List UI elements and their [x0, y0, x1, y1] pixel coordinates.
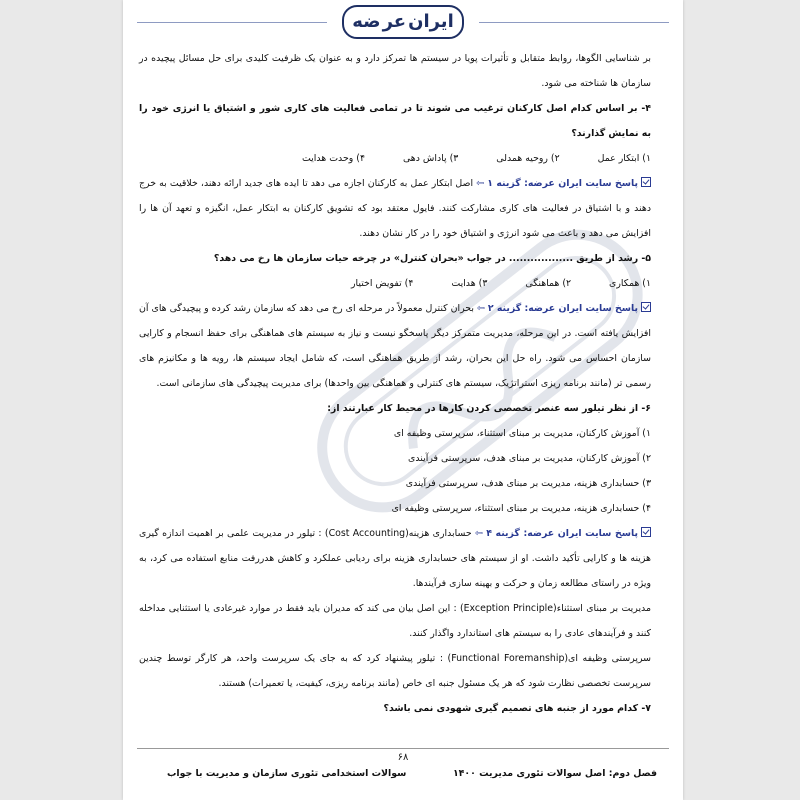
answer-text: اصل ابتکار عمل به کارکنان اجازه می دهد تا ایده های جدید ارائه دهند، خلاقیت به خرج دهند و با اشتیاق در فعالیت های کاری مشارکت کنند. فایول معتقد بود که تشویق کارکنان به ابتکار عمل، انگیزه و تعهد آن ها را افزایش می دهد و باعث می شود انرژی و اشتیاق خود را در کار نشان دهند. [139, 178, 651, 239]
question-5: ۵- رشد از طریق .................. در جواب «بحران کنترل» در چرخه حیات سازمان ها رخ می دهد؟ [213, 253, 651, 264]
question-5-option-3: ۳) هدایت [451, 278, 488, 289]
footer-chapter: فصل دوم: اصل سوالات تئوری مدیریت ۱۴۰۰ [452, 768, 657, 779]
arrow-left-icon: ⇦ [476, 178, 485, 189]
question-4: ۴- بر اساس کدام اصل کارکنان ترغیب می شوند تا در تمامی فعالیت های کاری شور و اشتیاق یا انرژی خود را به نمایش گذارند؟ [139, 103, 651, 139]
arrow-left-icon: ⇦ [475, 528, 483, 539]
question-6: ۶- از نظر تیلور سه عنصر تخصصی کردن کارها در محیط کار عبارتند از: [327, 403, 651, 414]
question-6-option-2: ۲) آموزش کارکنان، مدیریت بر مبنای هدف، سرپرستی فرآیندی [408, 453, 651, 464]
question-4-option-3: ۳) پاداش دهی [402, 153, 459, 164]
answer-text: بحران کنترل معمولاً در مرحله ای رخ می دهد که سازمان رشد کرده و پیچیدگی های آن افزایش یافته است. در این مرحله، مدیریت متمرکز دیگر پاسخگو نیست و نیاز به سیستم های هماهنگی برای حفظ انسجام و کارایی سازمان احساس می شود. راه حل این بحران، رشد از طریق هماهنگی است، که شامل ایجاد سیستم ها، رویه ها و مکانیزم های رسمی تر (مانند برنامه ریزی استراتژیک، سیستم های کنترلی و هماهنگی بین واحدها) برای مدیریت پیچیدگی های سازمانی است. [139, 303, 651, 389]
question-6-option-1: ۱) آموزش کارکنان، مدیریت بر مبنای استثناء، سرپرستی وظیفه ای [393, 428, 651, 439]
answer-label: پاسخ سایت ایران عرضه: گزینه ۱ [487, 178, 638, 189]
logo-text-arz: عر [382, 11, 407, 32]
question-6-answer [139, 521, 651, 596]
site-logo [342, 5, 464, 39]
page-number: ۶۸ [397, 752, 409, 763]
footer-book-title: سوالات استخدامی تئوری سازمان و مدیریت با جواب [167, 768, 407, 779]
footer-rule [137, 748, 669, 749]
question-6-option-4: ۴) حسابداری هزینه، مدیریت بر مبنای استثناء، سرپرستی وظیفه ای [391, 503, 651, 514]
question-4-answer [139, 171, 651, 246]
question-5-option-4: ۴) تفویض اختیار [350, 278, 414, 289]
question-5-options [139, 271, 651, 296]
intro-paragraph: بر شناسایی الگوها، روابط متقابل و تأثیرات پویا در سیستم ها تمرکز دارد و به عنوان یک ظرفیت کلیدی برای حل مسائل پیچیده در سازمان ها شناخته می شود. [139, 53, 651, 89]
header [123, 4, 683, 40]
question-6-explanation-exception: مدیریت بر مبنای استثناء(Exception Principle) : این اصل بیان می کند که مدیران باید فقط در موارد غیرعادی یا استثنایی مداخله کنند و فرآیندهای عادی را به سیستم های استاندارد واگذار کنند. [139, 603, 651, 639]
arrow-left-icon: ⇦ [476, 303, 485, 314]
page-content [139, 46, 651, 742]
question-4-option-4: ۴) وحدت هدایت [301, 153, 365, 164]
question-7: ۷- کدام مورد از جنبه های تصمیم گیری شهودی نمی باشد؟ [383, 703, 651, 714]
question-6-explanation-functional: سرپرستی وظیفه ای(Functional Foremanship) : تیلور پیشنهاد کرد که به جای یک سرپرست واحد، هر کارگر توسط چندین سرپرست تخصصی نظارت شود که هر یک مسئول جنبه ای خاص (مانند برنامه ریزی، کیفیت، یا تعمیرات) هستند. [139, 653, 651, 689]
logo-text-eh: ضه [352, 11, 381, 32]
answer-label: پاسخ سایت ایران عرضه: گزینه ۲ [487, 303, 638, 314]
answer-text: حسابداری هزینه(Cost Accounting) : تیلور در مدیریت علمی بر اهمیت اندازه گیری هزینه ها و کارایی تأکید داشت. او از سیستم های حسابداری هزینه برای ردیابی عملکرد و کاهش هدررفت منابع استفاده می کرد، به ویژه در راستای مطالعه زمان و حرکت و بهینه سازی فرآیندها. [139, 528, 651, 589]
question-5-option-1: ۱) همکاری [609, 278, 651, 289]
logo-text-iran: ایران [408, 11, 454, 32]
answer-label: پاسخ سایت ایران عرضه: گزینه ۴ [486, 528, 638, 539]
question-4-option-2: ۲) روحیه همدلی [496, 153, 560, 164]
checkbox-icon [641, 302, 651, 312]
question-5-option-2: ۲) هماهنگی [525, 278, 572, 289]
checkbox-icon [641, 527, 651, 537]
question-6-option-3: ۳) حسابداری هزینه، مدیریت بر مبنای هدف، سرپرستی فرآیندی [405, 478, 651, 489]
question-5-answer [139, 296, 651, 396]
document-page [123, 0, 683, 800]
checkbox-icon [641, 177, 651, 187]
question-4-option-1: ۱) ابتکار عمل [597, 153, 651, 164]
question-4-options [139, 146, 651, 171]
